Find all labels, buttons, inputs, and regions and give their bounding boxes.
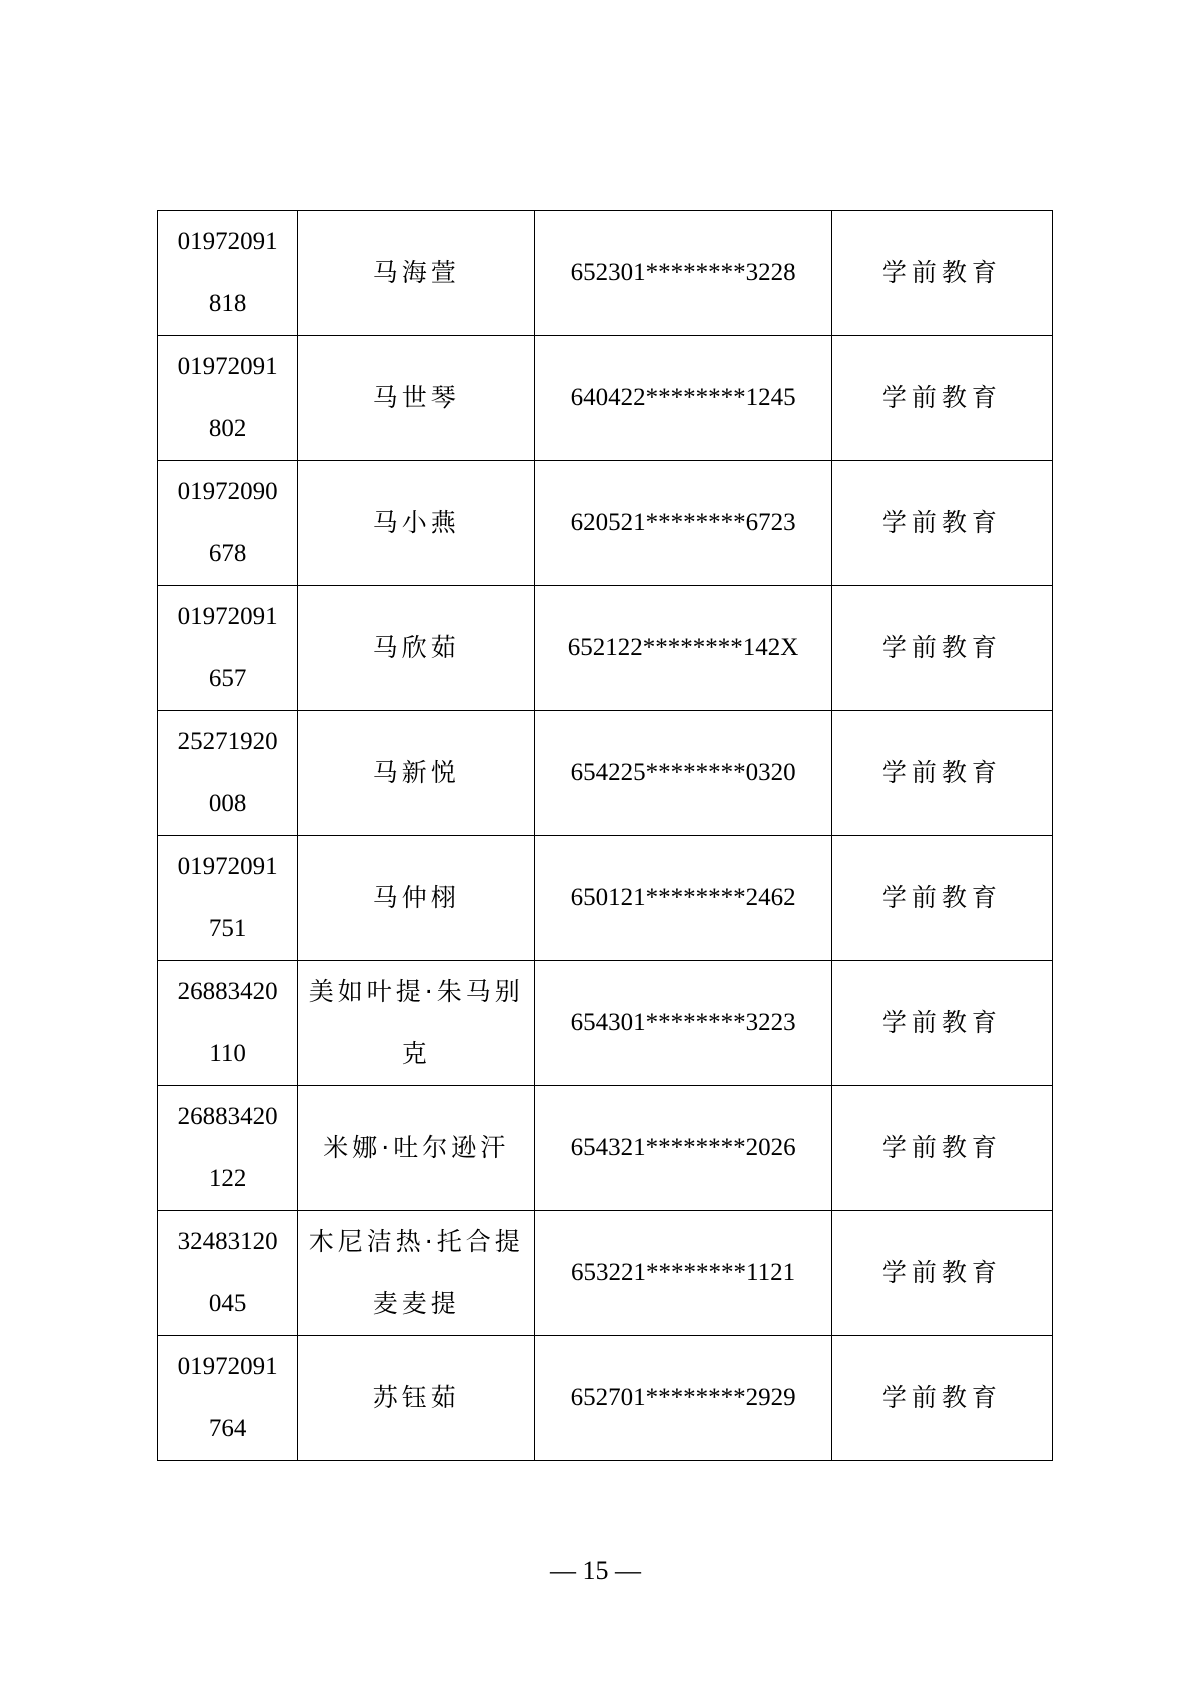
id-card-cell: 653221********1121 xyxy=(535,1211,831,1336)
student-name-cell: 苏钰茹 xyxy=(298,1336,535,1461)
student-name-cell: 木尼洁热·托合提麦麦提 xyxy=(298,1211,535,1336)
major-cell: 学前教育 xyxy=(831,711,1052,836)
id-card-cell: 652701********2929 xyxy=(535,1336,831,1461)
exam-id-cell: 01972090 678 xyxy=(158,461,298,586)
major-cell: 学前教育 xyxy=(831,461,1052,586)
student-name-cell: 马新悦 xyxy=(298,711,535,836)
exam-id-cell: 32483120 045 xyxy=(158,1211,298,1336)
id-card-cell: 652301********3228 xyxy=(535,211,831,336)
student-name-cell: 马世琴 xyxy=(298,336,535,461)
major-cell: 学前教育 xyxy=(831,836,1052,961)
page-number: — 15 — xyxy=(550,1556,641,1585)
major-cell: 学前教育 xyxy=(831,336,1052,461)
id-card-cell: 620521********6723 xyxy=(535,461,831,586)
major-cell: 学前教育 xyxy=(831,1086,1052,1211)
major-cell: 学前教育 xyxy=(831,961,1052,1086)
exam-id-cell: 26883420 122 xyxy=(158,1086,298,1211)
table-row xyxy=(158,211,1053,336)
table-row xyxy=(158,836,1053,961)
student-name-cell: 马小燕 xyxy=(298,461,535,586)
exam-id-cell: 01972091 818 xyxy=(158,211,298,336)
exam-id-cell: 01972091 751 xyxy=(158,836,298,961)
table-row xyxy=(158,1336,1053,1461)
exam-id-cell: 01972091 764 xyxy=(158,1336,298,1461)
student-name-cell: 美如叶提·朱马别克 xyxy=(298,961,535,1086)
exam-id-cell: 01972091 802 xyxy=(158,336,298,461)
table-row xyxy=(158,1086,1053,1211)
major-cell: 学前教育 xyxy=(831,1211,1052,1336)
id-card-cell: 654225********0320 xyxy=(535,711,831,836)
exam-id-cell: 25271920 008 xyxy=(158,711,298,836)
table-row xyxy=(158,461,1053,586)
id-card-cell: 650121********2462 xyxy=(535,836,831,961)
student-name-cell: 马欣茹 xyxy=(298,586,535,711)
exam-id-cell: 26883420 110 xyxy=(158,961,298,1086)
student-name-cell: 米娜·吐尔逊汗 xyxy=(298,1086,535,1211)
major-cell: 学前教育 xyxy=(831,1336,1052,1461)
exam-id-cell: 01972091 657 xyxy=(158,586,298,711)
id-card-cell: 654301********3223 xyxy=(535,961,831,1086)
table-row xyxy=(158,961,1053,1086)
student-name-cell: 马仲栩 xyxy=(298,836,535,961)
student-table xyxy=(157,210,1053,1461)
major-cell: 学前教育 xyxy=(831,211,1052,336)
id-card-cell: 640422********1245 xyxy=(535,336,831,461)
table-row xyxy=(158,711,1053,836)
id-card-cell: 652122********142X xyxy=(535,586,831,711)
major-cell: 学前教育 xyxy=(831,586,1052,711)
id-card-cell: 654321********2026 xyxy=(535,1086,831,1211)
table-row xyxy=(158,336,1053,461)
student-name-cell: 马海萱 xyxy=(298,211,535,336)
table-row xyxy=(158,586,1053,711)
table-row xyxy=(158,1211,1053,1336)
